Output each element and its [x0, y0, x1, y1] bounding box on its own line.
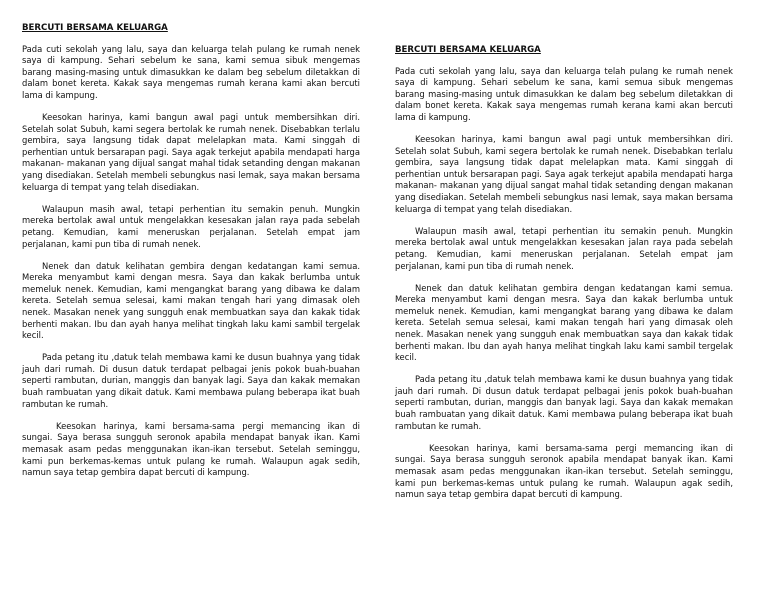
paragraph-6-left: Keesokan harinya, kami bersama-sama pergi memancing ikan di sungai. Saya berasa sungguh seronok apabila mendapat banyak ikan. Kami memasak asam pedas menggunakan ikan-ikan tersebut. Setelah seminggu, kami pun berkemas-kemas untuk pulang ke rumah. Walaupun agak sedih, namun saya tetap gembira dapat bercuti di kampung. [22, 420, 360, 478]
paragraph-6-right: Keesokan harinya, kami bersama-sama pergi memancing ikan di sungai. Saya berasa sungguh seronok apabila mendapat banyak ikan. Kami memasak asam pedas menggunakan ikan-ikan tersebut. Setelah seminggu, kami pun berkemas-kemas untuk pulang ke rumah. Walaupun agak sedih, namun saya tetap gembira dapat bercuti di kampung. [395, 442, 733, 500]
right-page [384, 0, 768, 594]
essay-title-left: BERCUTI BERSAMA KELUARGA [22, 23, 168, 33]
paragraph-4-right: Nenek dan datuk kelihatan gembira dengan kedatangan kami semua. Mereka menyambut kami dengan mesra. Saya dan kakak berlumba untuk memeluk nenek. Kemudian, kami mengangkat barang yang dibawa ke dalam kereta. Setelah semua selesai, kami makan tengah hari yang dimasak oleh nenek. Masakan nenek yang sungguh enak membuatkan saya dan kakak tidak berhenti makan. Ibu dan ayah hanya melihat tingkah laku kami sambil tergelak kecil. [395, 282, 733, 363]
paragraph-1-right: Pada cuti sekolah yang lalu, saya dan keluarga telah pulang ke rumah nenek saya di kampung. Sehari sebelum ke sana, kami semua sibuk mengemas barang masing-masing untuk dimasukkan ke dalam beg sebelum diletakkan di dalam bonet kereta. Kakak saya mengemas rumah kerana kami akan bercuti lama di kampung. [395, 65, 733, 122]
essay-title-right: BERCUTI BERSAMA KELUARGA [395, 45, 541, 55]
paragraph-1-left: Pada cuti sekolah yang lalu, saya dan keluarga telah pulang ke rumah nenek saya di kampung. Sehari sebelum ke sana, kami semua sibuk mengemas barang masing-masing untuk dimasukkan ke dalam beg sebelum diletakkan di dalam bonet kereta. Kakak saya mengemas rumah kerana kami akan bercuti lama di kampung. [22, 43, 360, 100]
paragraph-2-left: Keesokan harinya, kami bangun awal pagi untuk membersihkan diri. Setelah solat Subuh, kami segera bertolak ke rumah nenek. Disebabkan terlalu gembira, saya langsung tidak dapat melelapkan mata. Kami singgah di perhentian untuk bersarapan pagi. Saya agak terkejut apabila mendapati harga makanan- makanan yang dijual sangat mahal tidak setanding dengan makanan yang disediakan. Setelah membeli sebungkus nasi lemak, saya makan bersama keluarga di tempat yang telah disediakan. [22, 112, 360, 192]
paragraph-5-right: Pada petang itu ,datuk telah membawa kami ke dusun buahnya yang tidak jauh dari rumah. Di dusun datuk terdapat pelbagai jenis pokok buah-buahan seperti rambutan, durian, manggis dan banyak lagi. Saya dan kakak memakan buah rambuatan yang dikait datuk. Kami membawa pulang beberapa ikat buah rambutan ke rumah. [395, 374, 733, 431]
essay-right [395, 45, 733, 511]
paragraph-3-right: Walaupun masih awal, tetapi perhentian itu semakin penuh. Mungkin mereka bertolak awal untuk mengelakkan kesesakan jalan raya pada sebelah petang. Kemudian, kami meneruskan perjalanan. Setelah empat jam perjalanan, kami pun tiba di rumah nenek. [395, 225, 733, 271]
paragraph-3-left: Walaupun masih awal, tetapi perhentian itu semakin penuh. Mungkin mereka bertolak awal untuk mengelakkan kesesakan jalan raya pada sebelah petang. Kemudian, kami meneruskan perjalanan. Setelah empat jam perjalanan, kami pun tiba di rumah nenek. [22, 203, 360, 249]
essay-left [22, 23, 360, 489]
paragraph-5-left: Pada petang itu ,datuk telah membawa kami ke dusun buahnya yang tidak jauh dari rumah. Di dusun datuk terdapat pelbagai jenis pokok buah-buahan seperti rambutan, durian, manggis dan banyak lagi. Saya dan kakak memakan buah rambuatan yang dikait datuk. Kami membawa pulang beberapa ikat buah rambutan ke rumah. [22, 352, 360, 409]
paragraph-4-left: Nenek dan datuk kelihatan gembira dengan kedatangan kami semua. Mereka menyambut kami dengan mesra. Saya dan kakak berlumba untuk memeluk nenek. Kemudian, kami mengangkat barang yang dibawa ke dalam kereta. Setelah semua selesai, kami makan tengah hari yang dimasak oleh nenek. Masakan nenek yang sungguh enak membuatkan saya dan kakak tidak berhenti makan. Ibu dan ayah hanya melihat tingkah laku kami sambil tergelak kecil. [22, 260, 360, 341]
paragraph-2-right: Keesokan harinya, kami bangun awal pagi untuk membersihkan diri. Setelah solat Subuh, kami segera bertolak ke rumah nenek. Disebabkan terlalu gembira, saya langsung tidak dapat melelapkan mata. Kami singgah di perhentian untuk bersarapan pagi. Saya agak terkejut apabila mendapati harga makanan- makanan yang dijual sangat mahal tidak setanding dengan makanan yang disediakan. Setelah membeli sebungkus nasi lemak, saya makan bersama keluarga di tempat yang telah disediakan. [395, 134, 733, 214]
